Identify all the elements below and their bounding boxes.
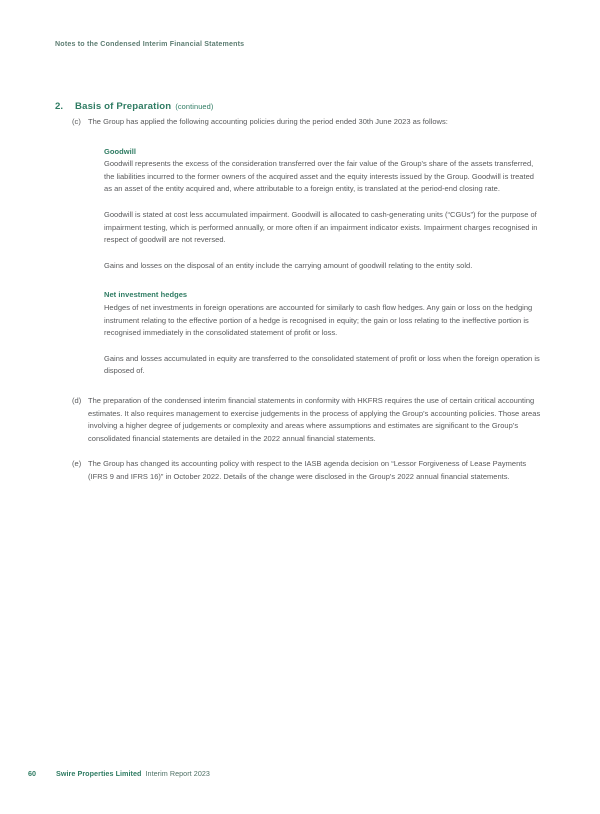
clause-c-marker: (c) (72, 117, 81, 126)
clause-d-marker: (d) (72, 395, 82, 405)
clause-e-marker: (e) (72, 459, 82, 469)
subsection-goodwill (104, 146, 542, 273)
section-title: Basis of Preparation (75, 101, 172, 112)
net-investment-hedges-paragraph-2: Gains and losses accumulated in equity are transferred to the consolidated statement of profit or loss when the foreign operation is disposed of. (104, 353, 540, 376)
clause-d-body (88, 395, 542, 445)
section-number: 2. (55, 101, 64, 112)
footer-report-title: Interim Report 2023 (145, 769, 210, 778)
clause-c-body (88, 116, 542, 378)
section-continued-label: (continued) (175, 102, 214, 111)
clause-e (72, 458, 542, 483)
clause-d-text: The preparation of the condensed interim financial statements in conformity with HKFRS requires the use of certain critical accounting estimates. It also requires management to exercise judgements in the process of applying the Group’s accounting policies. Those areas involving a higher degree of judgements or complexity and areas where assumptions and estimates are significant to the Group’s consolidated financial statements are detailed in the 2022 annual financial statements. (88, 395, 541, 443)
clause-c (72, 116, 542, 378)
spacer (104, 196, 542, 209)
clause-d (72, 395, 542, 445)
section-title-group (75, 96, 213, 114)
goodwill-paragraph-2: Goodwill is stated at cost less accumulated impairment. Goodwill is allocated to cash-generating units (“CGUs”) for the purpose of impairment testing, which is performed annually, or more often if an impairment indicator exists. Impairment charges recognised in respect of goodwill are not reversed. (104, 209, 538, 245)
clause-e-body (88, 458, 542, 483)
page-footer (28, 769, 210, 778)
running-header: Notes to the Condensed Interim Financial Statements (55, 40, 245, 48)
spacer (88, 129, 542, 146)
spacer (88, 272, 542, 289)
net-investment-hedges-paragraph-1: Hedges of net investments in foreign operations are accounted for similarly to cash flow hedges. Any gain or loss on the hedging instrument relating to the effective portion of a hedge is recognised in equity; the gain or loss relating to the ineffective portion is recognised immediately in the consolidated statement of profit or loss. (104, 302, 533, 338)
goodwill-paragraph-1: Goodwill represents the excess of the consideration transferred over the fair value of the Group's share of the assets transferred, the liabilities incurred to the former owners of the acquired asset and the equity interests issued by the Group. Goodwill is treated as an asset of the entity acquired and, where attributable to a foreign entity, is translated at the period-end closing rate. (104, 159, 534, 194)
subsection-net-investment-hedges (104, 289, 542, 378)
spacer (104, 247, 542, 260)
spacer (72, 378, 542, 395)
clause-e-text: The Group has changed its accounting policy with respect to the IASB agenda decision on “Lessor Forgiveness of Lease Payments (IFRS 9 and IFRS 16)” in October 2022. Details of the change were disclosed in the Group's 2022 annual financial statements. (88, 459, 527, 481)
spacer (104, 340, 542, 353)
net-investment-hedges-heading: Net investment hedges (104, 290, 188, 300)
footer-company-name: Swire Properties Limited (56, 769, 142, 778)
section-heading (55, 96, 213, 114)
document-body (72, 116, 542, 483)
clause-c-lead-in: The Group has applied the following accounting policies during the period ended 30th June 2023 as follows: (88, 117, 448, 126)
goodwill-paragraph-3: Gains and losses on the disposal of an entity include the carrying amount of goodwill relating to the entity sold. (104, 260, 473, 270)
spacer (72, 445, 542, 458)
footer-page-number: 60 (28, 769, 36, 778)
goodwill-heading: Goodwill (104, 146, 137, 156)
